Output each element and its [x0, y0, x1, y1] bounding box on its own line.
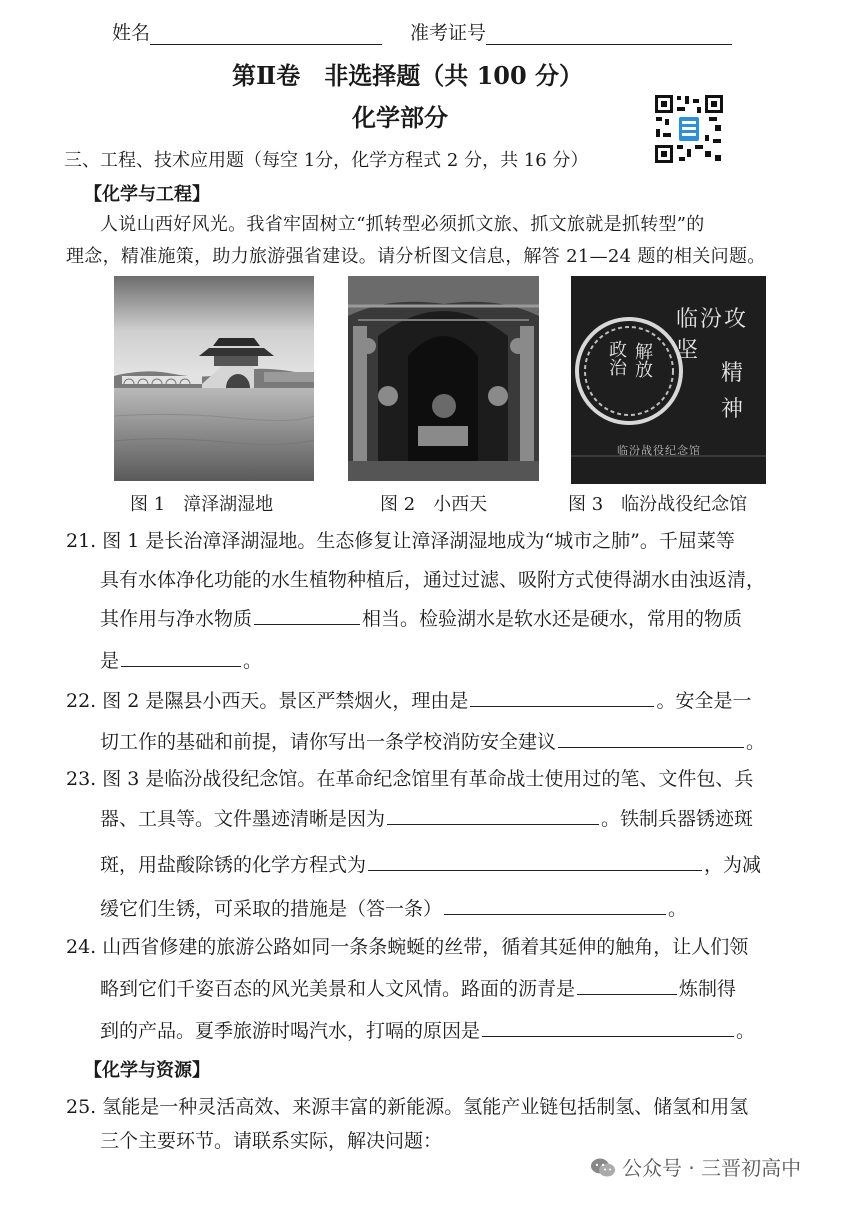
section-tag-resources: 【化学与资源】	[84, 1060, 210, 1081]
intro-line-2: 理念，精准施策，助力旅游强省建设。请分析图文信息，解答 21—24 题的相关问题。	[66, 246, 766, 267]
q23-answer-blank-1[interactable]	[387, 808, 599, 825]
q22-answer-blank-1[interactable]	[470, 690, 654, 707]
q23-line-1: 23. 图 3 是临汾战役纪念馆。在革命纪念馆里有革命战士使用过的笔、文件包、兵	[66, 768, 754, 790]
q24-line-2a: 略到它们千姿百态的风光美景和人文风情。路面的沥青是	[100, 978, 576, 1000]
name-blank	[150, 26, 382, 45]
q22-line-1	[66, 686, 751, 713]
exam-id-label: 准考证号	[410, 22, 487, 44]
q23-line-3b: ，为减	[704, 854, 762, 876]
q21-answer-blank-1[interactable]	[254, 608, 360, 625]
q21-line-4a: 是	[100, 650, 120, 672]
q22-answer-blank-2[interactable]	[558, 731, 744, 748]
figure-1-caption: 图 1 漳泽湖湿地	[130, 494, 274, 515]
q24-answer-blank-1[interactable]	[577, 978, 677, 995]
q21-line-2: 具有水体净化功能的水生植物种植后，通过过滤、吸附方式使得湖水由浊返清，	[100, 569, 766, 591]
q23-line-3	[100, 850, 761, 877]
q25-line-1: 25. 氢能是一种灵活高效、来源丰富的新能源。氢能产业链包括制氢、储氢和用氢	[66, 1096, 749, 1118]
name-field	[112, 18, 382, 45]
figure-2-caption: 图 2 小西天	[380, 494, 488, 515]
q22-line-2b: 。	[746, 731, 766, 753]
page-title: 第Ⅱ卷 非选择题（共 100 分）	[232, 61, 584, 90]
page-subtitle: 化学部分	[352, 103, 448, 132]
q22-line-2a: 切工作的基础和前提，请你写出一条学校消防安全建议	[100, 731, 557, 753]
q24-line-3	[100, 1016, 755, 1043]
memorial-title-text: 临汾攻坚	[676, 307, 749, 363]
exam-id-field	[410, 18, 732, 45]
figure-2-temple-photo	[348, 276, 539, 481]
q21-line-4b: 。	[243, 650, 263, 672]
q24-line-3b: 。	[736, 1020, 756, 1042]
q23-line-4	[100, 894, 687, 921]
q21-line-3	[100, 604, 742, 631]
q23-line-4a: 缓它们生锈，可采取的措施是（答一条）	[100, 898, 443, 920]
name-label: 姓名	[112, 22, 151, 44]
memorial-text-right: 精	[721, 361, 744, 386]
watermark	[590, 1152, 801, 1181]
q23-line-3a: 斑，用盐酸除锈的化学方程式为	[100, 854, 367, 876]
q21-line-4	[100, 646, 262, 673]
q21-answer-blank-2[interactable]	[121, 650, 241, 667]
watermark-text: 公众号 · 三晋初高中	[622, 1156, 802, 1180]
section-tag-engineering: 【化学与工程】	[84, 184, 210, 205]
q21-line-1: 21. 图 1 是长治漳泽湖湿地。生态修复让漳泽湖湿地成为“城市之肺”。千屈菜等	[66, 530, 735, 552]
q23-line-2b: 。铁制兵器锈迹斑	[601, 808, 754, 830]
q22-line-2	[100, 727, 765, 754]
q23-line-2a: 器、工具等。文件墨迹清晰是因为	[100, 808, 386, 830]
q21-line-3a: 其作用与净水物质	[100, 608, 253, 630]
figure-3-caption: 图 3 临汾战役纪念馆	[568, 494, 748, 515]
q24-line-3a: 到的产品。夏季旅游时喝汽水，打嗝的原因是	[100, 1020, 481, 1042]
q25-line-2: 三个主要环节。请联系实际，解决问题：	[100, 1130, 443, 1152]
section-heading: 三、工程、技术应用题（每空 1分，化学方程式 2 分，共 16 分）	[64, 150, 589, 171]
q22-line-1a: 22. 图 2 是隰县小西天。景区严禁烟火，理由是	[66, 690, 469, 712]
qr-code-icon	[653, 93, 725, 165]
figure-3-memorial-photo	[571, 276, 766, 484]
wechat-icon	[590, 1157, 616, 1179]
q22-line-1b: 。安全是一	[656, 690, 752, 712]
memorial-name-text: 临汾战役纪念馆	[617, 444, 701, 457]
q23-answer-blank-3[interactable]	[444, 898, 666, 915]
q24-answer-blank-2[interactable]	[482, 1020, 734, 1037]
q24-line-2b: 炼制得	[679, 978, 737, 1000]
memorial-seal-text-left: 政治	[606, 340, 627, 376]
memorial-seal-text-left2: 解放	[632, 342, 653, 378]
q23-line-2	[100, 804, 753, 831]
q21-line-3b: 相当。检验湖水是软水还是硬水，常用的物质	[362, 608, 743, 630]
q24-line-2	[100, 974, 736, 1001]
intro-line-1: 人说山西好风光。我省牢固树立“抓转型必须抓文旅、抓文旅就是抓转型”的	[100, 214, 705, 235]
memorial-text-right2: 神	[721, 397, 744, 422]
q24-line-1: 24. 山西省修建的旅游公路如同一条条蜿蜒的丝带，循着其延伸的触角，让人们领	[66, 936, 749, 958]
figure-1-wetland-photo	[114, 276, 314, 481]
q23-line-4b: 。	[668, 898, 688, 920]
q23-answer-blank-2[interactable]	[368, 854, 702, 871]
exam-id-blank	[486, 26, 732, 45]
